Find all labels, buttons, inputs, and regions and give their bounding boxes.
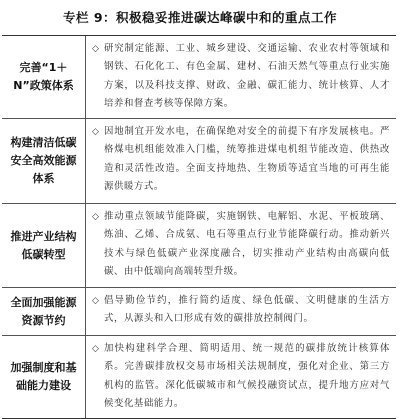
diamond-bullet-icon: ◇ bbox=[92, 344, 99, 354]
diamond-bullet-icon: ◇ bbox=[92, 44, 99, 54]
diamond-bullet-icon: ◇ bbox=[92, 212, 99, 222]
key-work-table bbox=[2, 35, 396, 419]
category-label: 推进产业结构低碳转型 bbox=[10, 229, 77, 261]
category-label: 加强制度和基础能力建设 bbox=[10, 361, 77, 392]
category-cell bbox=[2, 204, 86, 287]
content-text: 研究制定能源、工业、城乡建设、交通运输、农业农村等领域和钢铁、石化化工、有色金属、建材、石油天然气等重点行业实施方案，以及科技支撑、财政、金融、碳汇能力、统计核算、人才培养和督查考核等保障方案。 bbox=[104, 43, 390, 109]
content-text: 因地制宜开发水电，在确保绝对安全的前提下有序发展核电。严格煤电机组能效准入门槛，统筹推进煤电机组节能改造、供热改造和灵活性改造。全面支持地热、生物质等适宜当地的可再生能源供暖方式。 bbox=[104, 126, 390, 192]
table-row bbox=[2, 335, 396, 418]
category-label: 构建清洁低碳安全高效能源体系 bbox=[10, 136, 77, 185]
table-row bbox=[2, 203, 396, 287]
page-title bbox=[0, 0, 400, 34]
content-cell bbox=[86, 36, 396, 118]
category-label: 完善“1＋N”政策体系 bbox=[13, 61, 74, 92]
diamond-bullet-icon: ◇ bbox=[92, 127, 99, 137]
category-cell bbox=[2, 336, 86, 418]
content-text: 加快构建科学合理、简明适用、统一规范的碳排放统计核算体系。完善碳排放权交易市场相关法规制度，强化对企业、第三方机构的监管。深化低碳城市和气候投融资试点，提升地方应对气候变化基础能力。 bbox=[104, 343, 390, 409]
table-row bbox=[2, 36, 396, 118]
content-text: 倡导勤俭节约，推行简约适度、绿色低碳、文明健康的生活方式，从源头和入口形成有效的碳排放控制阀门。 bbox=[104, 295, 390, 325]
content-cell bbox=[86, 336, 396, 418]
category-cell bbox=[2, 36, 86, 118]
category-cell bbox=[2, 119, 86, 203]
content-cell bbox=[86, 119, 396, 203]
diamond-bullet-icon: ◇ bbox=[92, 296, 99, 306]
content-text: 推动重点领域节能降碳，实施钢铁、电解铝、水泥、平板玻璃、炼油、乙烯、合成氨、电石等重点行业节能降碳行动。推动新兴技术与绿色低碳产业深度融合，切实推动产业结构由高碳向低碳、由中低端向高端转型升级。 bbox=[104, 211, 390, 277]
content-cell bbox=[86, 204, 396, 287]
category-label: 全面加强能源资源节约 bbox=[10, 295, 77, 327]
table-row bbox=[2, 118, 396, 203]
title-text: 专栏 9：积极稳妥推进碳达峰碳中和的重点工作 bbox=[62, 10, 338, 25]
content-cell bbox=[86, 288, 396, 335]
table-row bbox=[2, 287, 396, 335]
category-cell bbox=[2, 288, 86, 335]
